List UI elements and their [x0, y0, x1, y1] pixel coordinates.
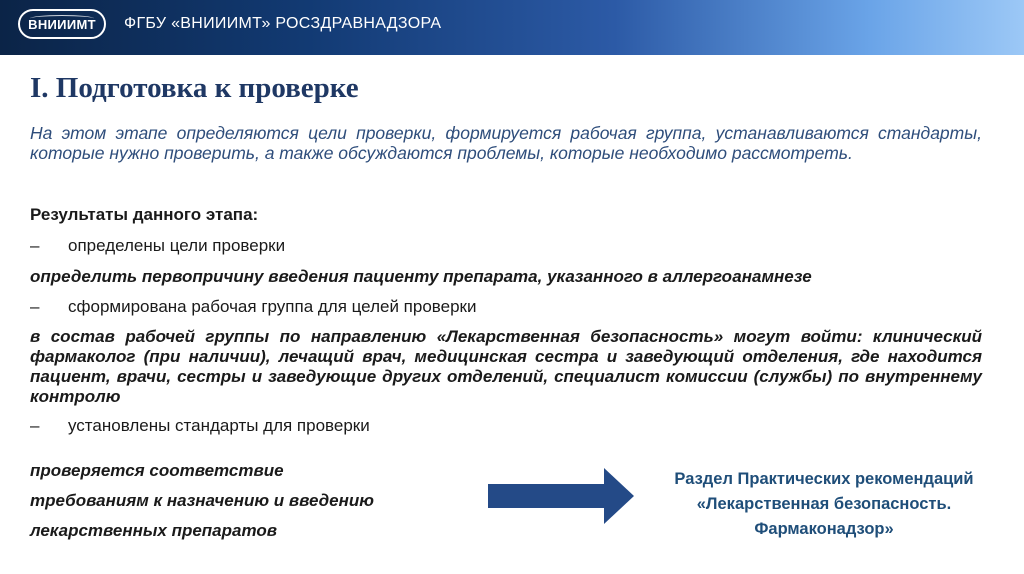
ref-line: «Лекарственная безопасность.	[696, 495, 952, 513]
org-name: ФГБУ «ВНИИИМТ» РОСЗДРАВНАДЗОРА	[124, 15, 442, 32]
note-line: проверяется соответствие	[30, 461, 284, 480]
note-line: лекарственных препаратов	[30, 521, 278, 540]
results-heading: Результаты данного этапа:	[30, 205, 259, 224]
verification-note	[30, 456, 470, 546]
right-arrow-icon	[486, 466, 636, 526]
note-line: требованиям к назначению и введению	[30, 491, 374, 510]
item-detail: определить первопричину введения пациенту препарата, указанного в аллергоанамнезе	[30, 267, 812, 286]
org-logo: ВНИИИМТ	[18, 9, 106, 39]
reference-section	[640, 467, 1008, 542]
header-bar	[0, 0, 1024, 55]
item-text: сформирована рабочая группа для целей проверки	[68, 297, 477, 316]
item-text: определены цели проверки	[68, 236, 286, 255]
ref-line: Раздел Практических рекомендаций	[674, 470, 974, 488]
dash-bullet: –	[30, 416, 40, 435]
list-item	[30, 236, 285, 256]
slide-title: I. Подготовка к проверке	[30, 72, 359, 104]
list-item	[30, 297, 476, 317]
dash-bullet: –	[30, 236, 40, 255]
ref-line: Фармаконадзор»	[754, 520, 894, 538]
item-detail: в состав рабочей группы по направлению «Лекарственная безопасность» могут войти: клинический фармаколог (при наличии), лечащий врач, медицинская сестра и заведующий отделения, где находится пациент, врачи, сестры и заведующие других отделений, специалист комиссии (службы) по внутреннему контролю	[30, 327, 982, 406]
dash-bullet: –	[30, 297, 40, 316]
item-text: установлены стандарты для проверки	[68, 416, 370, 435]
list-item	[30, 416, 370, 436]
intro-paragraph: На этом этапе определяются цели проверки, формируется рабочая группа, устанавливаются стандарты, которые нужно проверить, а также обсуждаются проблемы, которые необходимо рассмотреть.	[30, 123, 982, 163]
